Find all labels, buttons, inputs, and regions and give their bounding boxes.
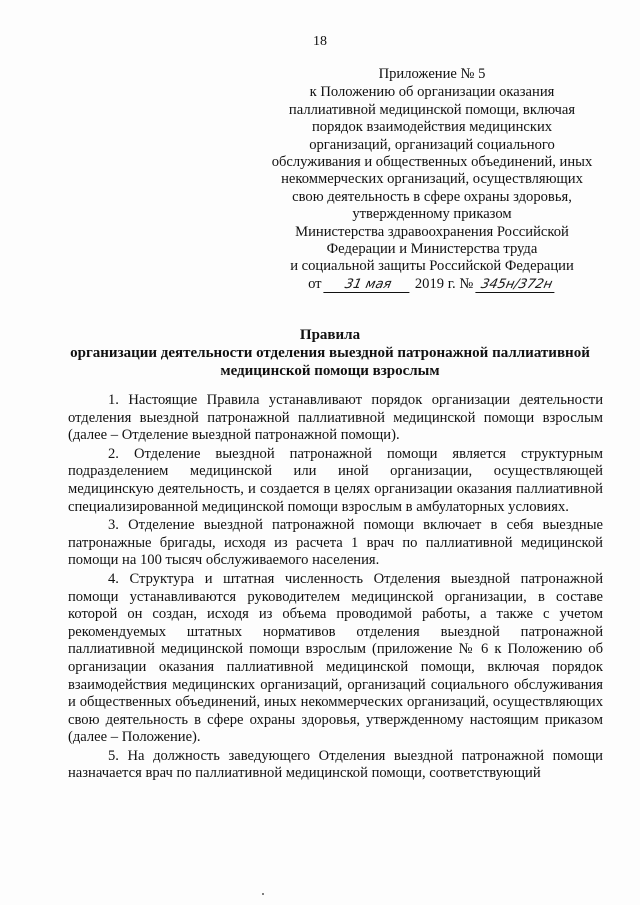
paragraph-4: 4. Структура и штатная численность Отделения выездной патронажной помощи устанавливаются руководителем медицинской организации, в составе которой он создан, исходя из объема проводимой работы, а также с учетом рекомендуемых штатных нормативов отделения выездной патронажной паллиативной медицинской помощи взрослым (приложение № 6 к Положению об организации оказания паллиативной медицинской помощи, включая порядок взаимодействия медицинских организаций, организаций социального обслуживания и общественных объединений, иных некоммерческих организаций, осуществляющих свою деятельность в сфере охраны здоровья, утвержденному настоящим приказом (далее – Положение). (68, 570, 603, 746)
page-number: 18 (313, 34, 327, 49)
appendix-line: Федерации и Министерства труда (326, 241, 538, 258)
handwritten-date: 31 мая (324, 277, 413, 293)
appendix-line: и социальной защиты Российской Федерации (290, 258, 574, 275)
document-body (68, 392, 603, 784)
title-line-3: медицинской помощи взрослым (220, 363, 440, 379)
paragraph-2: 2. Отделение выездной патронажной помощи является структурным подразделением медицинской или иной организации, осуществляющей медицинскую деятельность, и создается в целях организации оказания паллиативной специализированной медицинской помощи взрослым в амбулаторных условиях. (68, 445, 603, 515)
paragraph-3: 3. Отделение выездной патронажной помощи включает в себя выездные патронажные бригады, исходя из расчета 1 врач по паллиативной медицинской помощи на 100 тысяч обслуживаемого населения. (68, 517, 603, 569)
appendix-line: некоммерческих организаций, осуществляющих (281, 171, 583, 188)
scan-speck (262, 893, 264, 895)
title-line-2: организации деятельности отделения выездной патронажной паллиативной (70, 345, 590, 361)
paragraph-5: 5. На должность заведующего Отделения выездной патронажной помощи назначается врач по паллиативной медицинской помощи, соответствующий (68, 747, 603, 782)
appendix-line: Министерства здравоохранения Российской (295, 223, 569, 240)
appendix-line: утвержденному приказом (352, 206, 512, 223)
appendix-line: паллиативной медицинской помощи, включая (288, 101, 576, 118)
order-prefix: от (308, 275, 322, 292)
appendix-line: порядок взаимодействия медицинских (311, 119, 553, 136)
appendix-line: организаций, организаций социального (309, 136, 555, 153)
order-signature-line (262, 276, 602, 293)
appendix-line: к Положению об организации оказания (309, 84, 555, 101)
appendix-line: обслуживания и общественных объединений, иных (271, 154, 593, 171)
title-line-1: Правила (299, 327, 361, 343)
paragraph-1: 1. Настоящие Правила устанавливают порядок организации деятельности отделения выездной патронажной паллиативной медицинской помощи взрослым (далее – Отделение выездной патронажной помощи). (68, 392, 603, 444)
handwritten-order-number: 345н/372н (475, 277, 557, 293)
document-title (50, 326, 610, 380)
appendix-line: свою деятельность в сфере охраны здоровья, (292, 188, 572, 205)
appendix-header (262, 66, 602, 293)
order-year: 2019 г. № (414, 275, 474, 292)
appendix-title: Приложение № 5 (378, 66, 486, 82)
